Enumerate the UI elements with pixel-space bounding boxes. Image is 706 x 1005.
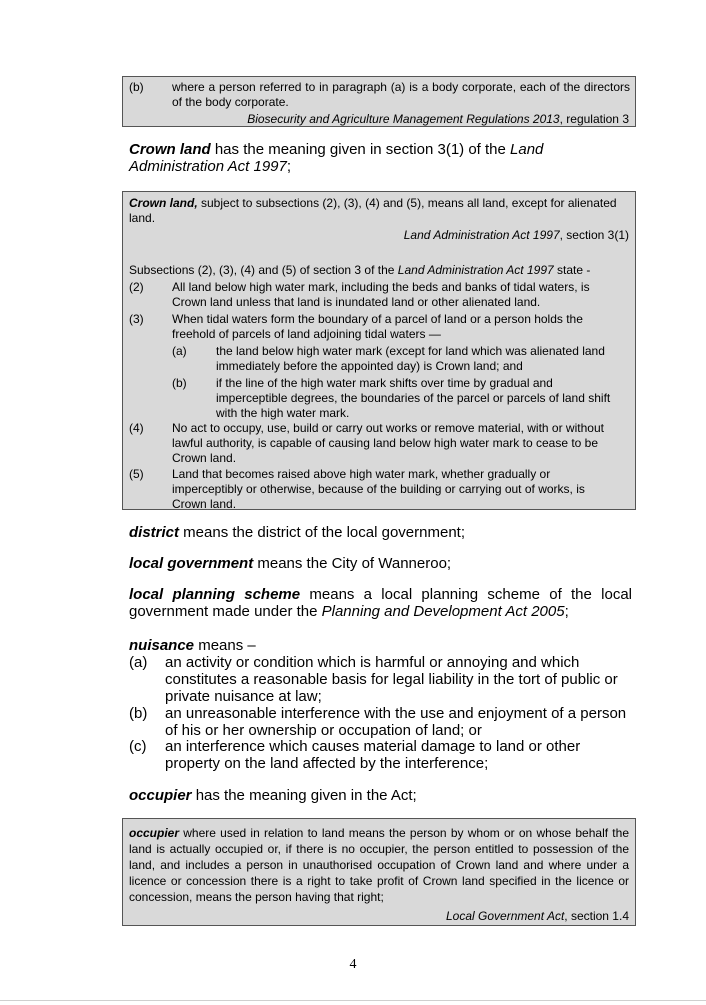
occupier-term: occupier — [129, 787, 192, 804]
box2-intro-text: subject to subsections (2), (3), (4) and (5), means all land, except for alienated land. — [129, 196, 617, 225]
nuisance-item-text: an interference which causes material damage to land or other property on the land affected by the interference; — [165, 738, 581, 772]
box3-cite-suffix: , section 1.4 — [564, 909, 629, 923]
box2-cite-suffix: , section 3(1) — [559, 228, 629, 242]
page-number: 4 — [349, 957, 357, 972]
occupier-text: has the meaning given in the Act; — [191, 787, 417, 804]
box2-term: Crown land, — [129, 196, 198, 210]
local-government-text: means the City of Wanneroo; — [253, 555, 452, 572]
box2-sub-intro-b: state - — [553, 263, 591, 277]
box1-cite-title: Biosecurity and Agriculture Management Regulations 2013 — [247, 112, 560, 126]
box1-text: where a person referred to in paragraph (a) is a body corporate, each of the directors of the body corporate. — [172, 80, 630, 109]
nuisance-item-label: (a) — [129, 654, 148, 671]
box2-item-label: (2) — [129, 280, 144, 294]
box2-item-text: When tidal waters form the boundary of a parcel of land or a person holds the freehold of parcels of land adjoining tidal waters — — [172, 312, 583, 341]
box2-sub-intro-a: Subsections (2), (3), (4) and (5) of section 3 of the — [129, 263, 398, 277]
box1-cite-suffix: , regulation 3 — [559, 112, 629, 126]
crown-land-text-a: has the meaning given in section 3(1) of the — [210, 141, 511, 158]
box3-body: where used in relation to land means the person by whom or on whose behalf the land is actually occupied or, if there is no occupier, the person entitled to possession of the land, and includes a person in unauthorised occupation of Crown land and where under a licence or concession there is a right to take profit of Crown land specified in the licence or concession, means the person having that right; — [129, 826, 629, 904]
district-definition — [129, 524, 632, 541]
district-text: means the district of the local government; — [179, 524, 465, 541]
box2-intro — [129, 196, 631, 226]
box2-item-label: (5) — [129, 467, 144, 481]
box2-citation — [404, 228, 629, 243]
nuisance-item-label: (b) — [129, 705, 148, 722]
local-planning-scheme-definition — [129, 586, 632, 620]
box2-item-label: (4) — [129, 421, 144, 435]
local-government-term: local government — [129, 555, 254, 572]
box3-text — [129, 825, 629, 905]
nuisance-item-label: (c) — [129, 738, 147, 755]
box2-item-text: Land that becomes raised above high water mark, whether gradually or imperceptibly or otherwise, because of the building or carrying out of works, is Crown land. — [172, 467, 585, 511]
nuisance-item-text: an activity or condition which is harmful or annoying and which constitutes a reasonable basis for legal liability in the tort of public or private nuisance at law; — [165, 654, 618, 705]
occupier-quote-box — [122, 818, 636, 926]
box3-cite-act: Local Government Act — [446, 909, 565, 923]
box2-sub-intro — [129, 263, 631, 278]
page-bottom-divider — [0, 1000, 706, 1001]
box3-term: occupier — [129, 826, 180, 840]
crown-land-text-b: ; — [286, 158, 292, 175]
box2-subitem-label: (b) — [172, 376, 187, 390]
box2-subitem-text: if the line of the high water mark shifts over time by gradual and imperceptible degrees, the boundaries of the parcel or parcels of land shift with the high water mark. — [216, 376, 611, 420]
nuisance-definition — [129, 637, 632, 654]
crown-land-act: Land Administration Act 1997 — [129, 141, 544, 175]
crown-land-term: Crown land — [129, 141, 211, 158]
box2-cite-act: Land Administration Act 1997 — [403, 228, 560, 242]
box2-item-label: (3) — [129, 312, 144, 326]
box2-item-text: All land below high water mark, including the beds and banks of tidal waters, is Crown land unless that land is inundated land or other alienated land. — [172, 280, 590, 309]
crown-land-definition — [129, 141, 632, 175]
district-term: district — [129, 524, 180, 541]
nuisance-text: means – — [194, 637, 256, 654]
nuisance-item-text: an unreasonable interference with the use and enjoyment of a person of his or her ownership or occupation of land; or — [165, 705, 627, 739]
box2-subitem-text: the land below high water mark (except for land which was alienated land immediately before the appointed day) is Crown land; and — [216, 344, 605, 373]
box2-sub-intro-act: Land Administration Act 1997 — [397, 263, 554, 277]
occupier-definition — [129, 787, 632, 804]
box1-citation — [247, 112, 629, 127]
local-government-definition — [129, 555, 632, 572]
box1-label: (b) — [129, 80, 144, 94]
box2-item-text: No act to occupy, use, build or carry out works or remove material, with or without lawful authority, is capable of causing land below high water mark to cease to be Crown land. — [172, 421, 604, 465]
local-planning-scheme-term: local planning scheme — [129, 586, 301, 603]
local-planning-scheme-text-b: ; — [564, 603, 569, 620]
regulation-quote-box — [122, 76, 636, 127]
box2-subitem-label: (a) — [172, 344, 187, 358]
local-planning-scheme-act: Planning and Development Act 2005 — [321, 603, 565, 620]
box3-citation — [446, 909, 629, 924]
local-planning-scheme-text-a: means a local planning scheme of the local government made under the — [129, 586, 632, 620]
crown-land-quote-box — [122, 191, 636, 510]
nuisance-term: nuisance — [129, 637, 195, 654]
